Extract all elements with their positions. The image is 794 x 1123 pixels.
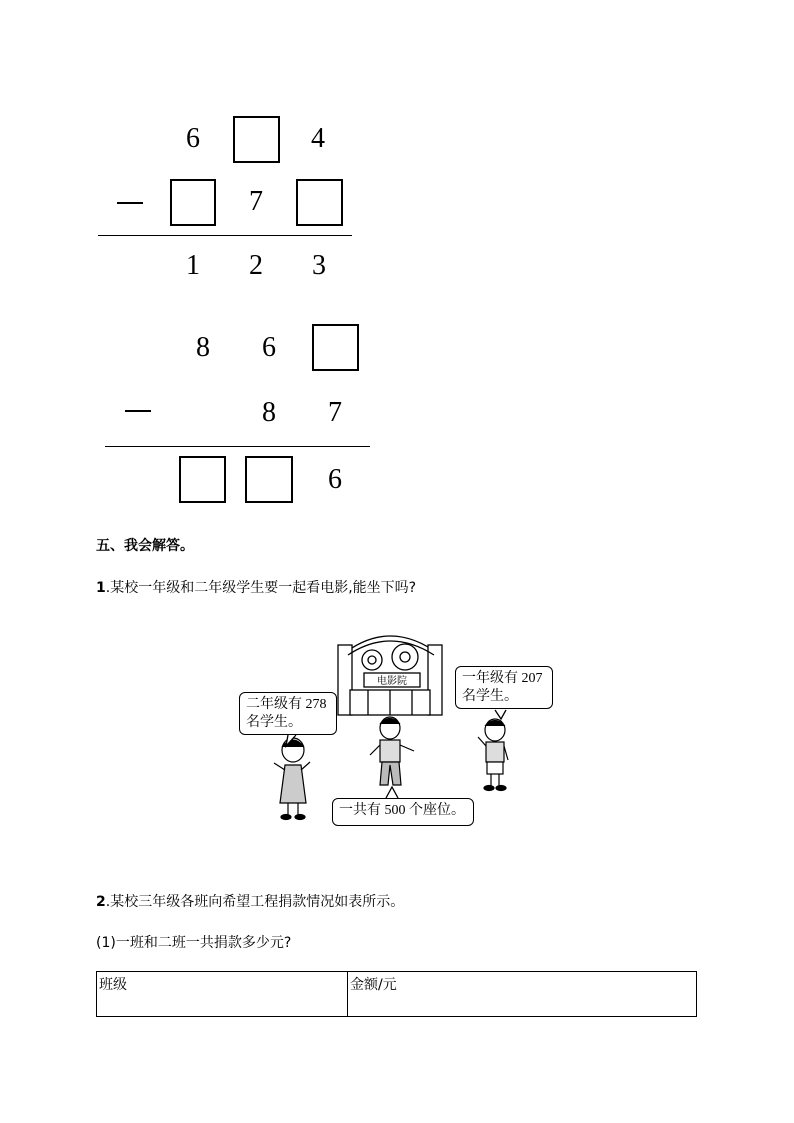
cinema-sign: 电影院 (377, 676, 407, 687)
digit: 8 (196, 332, 210, 363)
digit: 3 (312, 250, 326, 281)
digit: 6 (262, 332, 276, 363)
digit: 6 (186, 123, 200, 154)
bubble-text: 一年级有 207 (462, 671, 543, 686)
bubble-text: 名学生。 (462, 689, 518, 704)
sum-line (105, 446, 370, 447)
minus-sign (117, 202, 143, 204)
question-text: .某校三年级各班向希望工程捐款情况如表所示。 (105, 894, 405, 910)
speech-bubble-left (239, 692, 337, 735)
answer-box[interactable] (233, 116, 280, 163)
table-header-class: 班级 (97, 972, 348, 1017)
digit: 6 (328, 464, 342, 495)
answer-box[interactable] (245, 456, 293, 503)
digit: 1 (186, 250, 200, 281)
question-text: .某校一年级和二年级学生要一起看电影,能坐下吗? (105, 580, 417, 596)
table-header-amount: 金额/元 (348, 972, 697, 1017)
question-number: 1 (96, 580, 106, 596)
question-2-sub-1: (1)一班和二班一共捐款多少元? (96, 935, 292, 951)
bubble-text: 二年级有 278 (246, 697, 327, 712)
bubble-text: 名学生。 (246, 715, 302, 730)
speech-bubble-bottom (332, 798, 474, 826)
table-row (97, 972, 697, 1017)
answer-box[interactable] (179, 456, 226, 503)
digit: 4 (311, 123, 325, 154)
donation-table (96, 971, 697, 1017)
sum-line (98, 235, 352, 236)
digit: 7 (328, 397, 342, 428)
answer-box[interactable] (170, 179, 216, 226)
answer-box[interactable] (296, 179, 343, 226)
answer-box[interactable] (312, 324, 359, 371)
digit: 2 (249, 250, 263, 281)
digit: 8 (262, 397, 276, 428)
minus-sign (125, 410, 151, 412)
question-number: 2 (96, 894, 106, 910)
question-2 (96, 894, 404, 911)
bubble-text: 一共有 500 个座位。 (339, 803, 465, 818)
question-1 (96, 580, 416, 597)
section-heading: 五、我会解答。 (96, 538, 194, 554)
speech-bubble-right (455, 666, 553, 709)
digit: 7 (249, 186, 263, 217)
